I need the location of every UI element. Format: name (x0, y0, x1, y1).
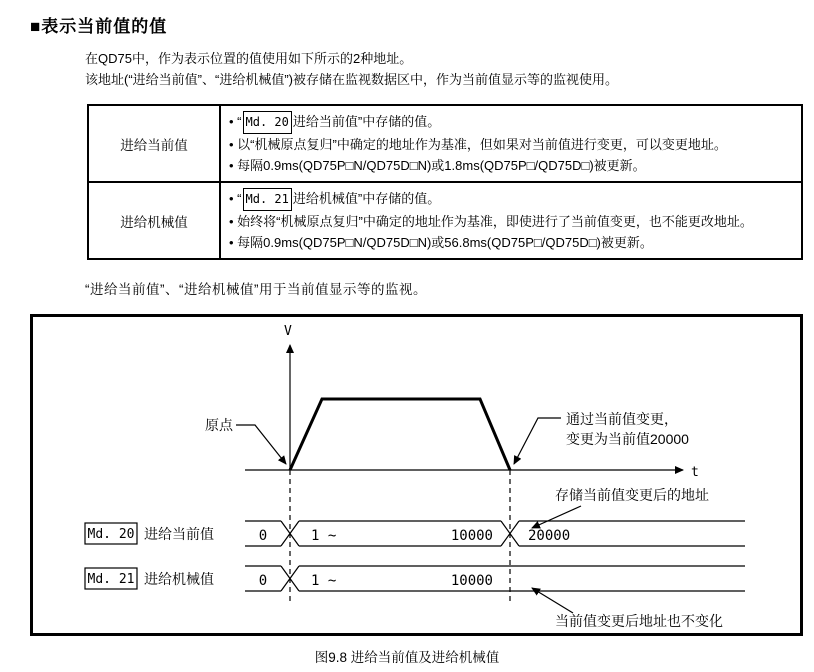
origin-label: 原点 (205, 417, 233, 433)
change-leader-arrow (514, 418, 561, 464)
page-title: ■表示当前值的值 (30, 17, 168, 36)
md20-tag: Md. 20 (243, 111, 292, 134)
velocity-profile (290, 399, 510, 470)
md21-value-0: 0 (258, 573, 268, 589)
t-axis-label: t (691, 465, 699, 480)
bullet-md21-stored-value (229, 188, 793, 211)
bullet-base-address-changeable: • 以“机械原点复归”中确定的地址作为基准，但如果对当前值进行变更，可以变更地址。 (229, 134, 793, 155)
md20-row-label: 进给当前值 (144, 526, 214, 542)
bullet-text: 进给当前值”中存储的值。 (292, 114, 441, 129)
store-address-arrow (532, 506, 581, 528)
intro-line-1: 在QD75中，作为表示位置的值使用如下所示的2种地址。 (85, 51, 413, 66)
figure-caption: 图9.8 进给当前值及进给机械值 (314, 650, 500, 665)
md21-tag: Md. 21 (243, 188, 292, 211)
bullet-update-cycle: • 每隔0.9ms(QD75P□N/QD75D□N)或56.8ms(QD75P□/QD75D□)被更新。 (229, 232, 793, 253)
row-desc-feed-machine-value (220, 182, 802, 259)
md21-value-2: 10000 (450, 573, 493, 589)
figure-9-8-box (30, 314, 803, 636)
origin-leader-arrow (236, 425, 286, 464)
bullet-text: 进给机械值”中存储的值。 (292, 191, 441, 206)
row-title-feed-current-value: 进给当前值 (88, 105, 220, 182)
change-label-line1: 通过当前值变更， (566, 411, 678, 427)
intro-line-2: 该地址(“进给当前值”、“进给机械值”)被存储在监视数据区中，作为当前值显示等的监视使用。 (85, 72, 618, 87)
md20-value-0: 0 (258, 528, 268, 544)
bullet-md20-stored-value (229, 111, 793, 134)
md20-value-2: 10000 (450, 528, 493, 544)
md20-value-1: 1 ~ (311, 528, 337, 544)
address-spec-table (87, 104, 803, 260)
intro-paragraph (85, 48, 618, 90)
row-desc-feed-current-value (220, 105, 802, 182)
monitor-note: “进给当前值”、“进给机械值”用于当前值显示等的监视。 (85, 282, 427, 297)
change-label-line2: 变更为当前值20000 (566, 431, 689, 447)
bullet-base-address-fixed: • 始终将“机械原点复归”中确定的地址作为基准，即使进行了当前值变更，也不能更改地址。 (229, 211, 793, 232)
no-change-label: 当前值变更后地址也不变化 (555, 613, 723, 629)
md20-tag: Md. 20 (87, 527, 135, 542)
quote-open: “ (237, 114, 242, 129)
row-title-feed-machine-value: 进给机械值 (88, 182, 220, 259)
md21-value-1: 1 ~ (311, 573, 337, 589)
no-change-arrow (532, 588, 573, 613)
md20-value-3: 20000 (528, 528, 571, 544)
timing-diagram (33, 317, 800, 633)
table-row (88, 182, 802, 259)
md21-tag: Md. 21 (87, 572, 135, 587)
store-address-label: 存储当前值变更后的地址 (555, 487, 709, 503)
quote-open: “ (237, 191, 242, 206)
md21-row-label: 进给机械值 (144, 571, 214, 587)
v-axis-label: V (284, 324, 292, 339)
bullet-update-cycle: • 每隔0.9ms(QD75P□N/QD75D□N)或1.8ms(QD75P□/QD75D□)被更新。 (229, 155, 793, 176)
table-row (88, 105, 802, 182)
